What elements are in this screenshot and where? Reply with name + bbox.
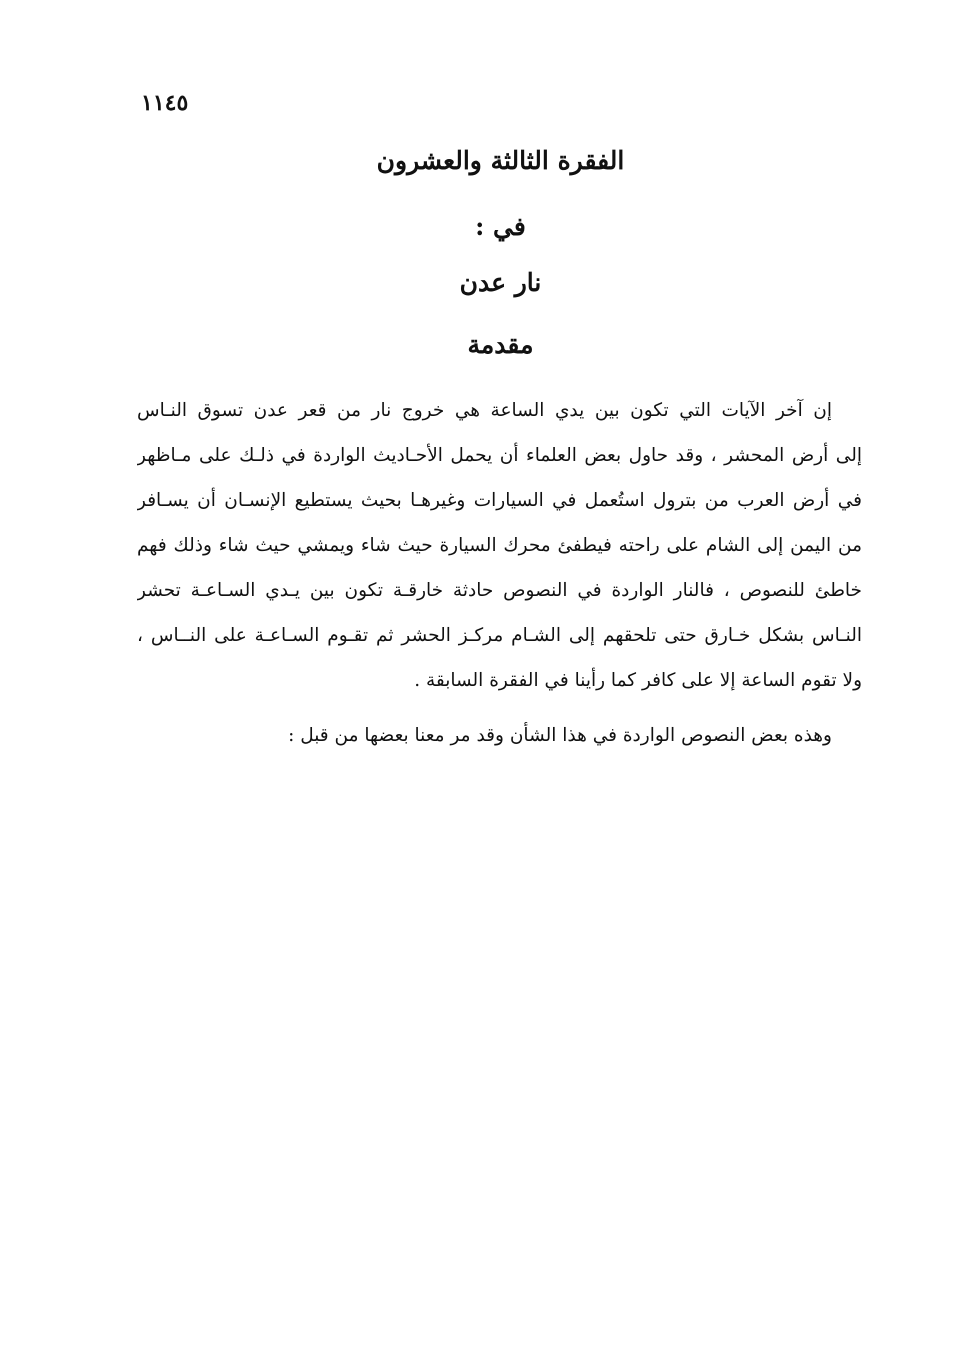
- body-paragraph: [137, 393, 862, 708]
- paragraph-line: خاطئ للنصوص ، فالنار الواردة في النصوص حادثة خارقـة تكون بين يـدي السـاعـة تحشر: [137, 580, 862, 601]
- paragraph-line: إن آخر الآيات التي تكون بين يدي الساعة هي خروج نار من قعر عدن تسوق النـاس: [137, 400, 832, 421]
- paragraph-line: في أرض العرب من بترول استُعمل في السيارات وغيرهـا بحيث يستطيع الإنسـان أن يسـافر: [137, 490, 862, 511]
- paragraph-line: إلى أرض المحشر ، وقد حاول بعض العلماء أن يحمل الأحـاديث الواردة في ذلـك على مـاظهر: [137, 445, 862, 466]
- paragraph-line: ولا تقوم الساعة إلا على كافر كما رأينا في الفقرة السابقة .: [414, 670, 862, 691]
- paragraph-line: من اليمن إلى الشام على راحته فيطفئ محرك السيارة حيث شاء ويمشي حيث شاء وذلك فهم: [137, 535, 862, 556]
- chapter-topic: نار عدن: [459, 268, 542, 297]
- page-number: ١١٤٥: [141, 90, 189, 116]
- texts-intro-line: وهذه بعض النصوص الواردة في هذا الشأن وقد مر معنا بعضها من قبل :: [288, 725, 832, 746]
- paragraph-line: النـاس بشكل خـارق حتى تلحقهم إلى الشـام مركـز الحشر ثم تقـوم السـاعـة على النــاس ،: [137, 625, 862, 646]
- section-heading: مقدمة: [467, 330, 534, 359]
- chapter-title: الفقرة الثالثة والعشرون: [376, 146, 625, 175]
- chapter-in-label: في :: [475, 212, 526, 241]
